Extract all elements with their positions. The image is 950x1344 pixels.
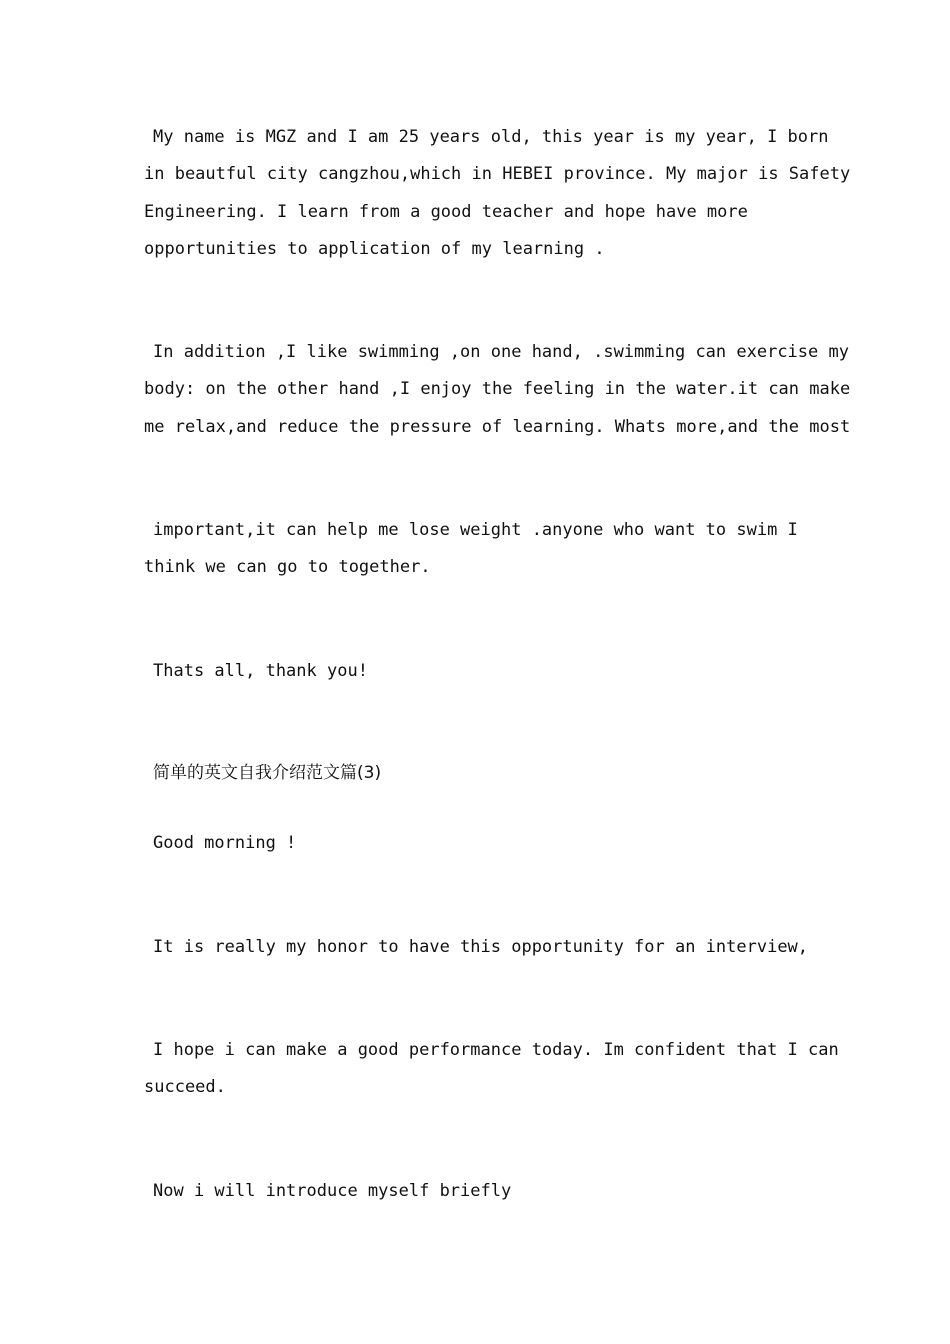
text-line: important,it can help me lose weight .anyone who want to swim I <box>153 520 798 540</box>
paragraph-introduce <box>144 1173 816 1210</box>
text-line: in beautful city cangzhou,which in HEBEI province. My major is Safety <box>144 164 851 185</box>
text-line: Engineering. I learn from a good teacher and hope have more <box>144 201 748 222</box>
paragraph-greeting <box>144 825 816 862</box>
paragraph-honor <box>144 929 816 966</box>
paragraph-hobby <box>144 334 851 446</box>
text-line: I hope i can make a good performance today. Im confident that I can <box>153 1040 839 1060</box>
text-line: me relax,and reduce the pressure of learning. Whats more,and the most <box>144 416 851 437</box>
text-line: succeed. <box>144 1077 226 1098</box>
text-line: Now i will introduce myself briefly <box>153 1181 512 1201</box>
text-line: think we can go to together. <box>144 557 431 578</box>
text-line: In addition ,I like swimming ,on one hand, .swimming can exercise my <box>153 342 849 362</box>
text-line: It is really my honor to have this opportunity for an interview, <box>153 937 809 957</box>
paragraph-closing <box>144 653 816 690</box>
paragraph-performance <box>144 1032 839 1107</box>
text-line: opportunities to application of my learning . <box>144 238 605 259</box>
paragraph-intro <box>144 119 851 268</box>
text-line: Good morning ! <box>153 833 297 853</box>
paragraph-weight <box>144 512 816 587</box>
text-line: body: on the other hand ,I enjoy the feeling in the water.it can make <box>144 379 851 400</box>
section-heading <box>144 755 816 792</box>
heading-text: 简单的英文自我介绍范文篇(3) <box>153 763 382 783</box>
text-line: Thats all, thank you! <box>153 661 368 681</box>
text-line: My name is MGZ and I am 25 years old, this year is my year, I born <box>153 127 829 147</box>
